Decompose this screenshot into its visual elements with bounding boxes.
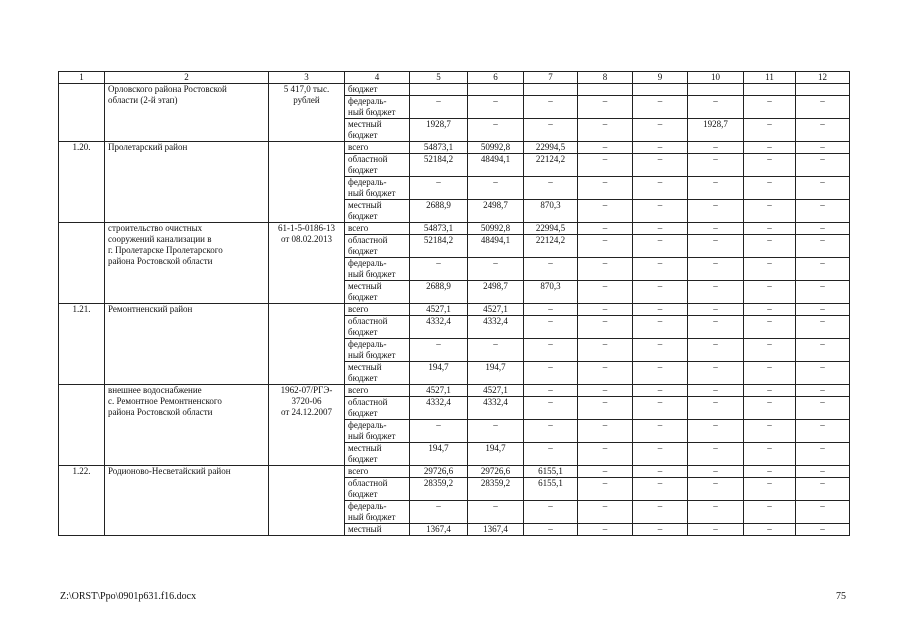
header-cell: 7 — [524, 72, 578, 84]
value-cell: – — [688, 96, 744, 119]
value-cell: 54873,1 — [410, 223, 468, 235]
value-cell: – — [744, 96, 796, 119]
value-cell: 48494,1 — [468, 235, 524, 258]
value-cell: – — [796, 397, 850, 420]
value-cell: – — [578, 304, 633, 316]
footer-file-path: Z:\ORST\Ppo\0901p631.f16.docx — [60, 591, 197, 602]
value-cell: – — [796, 339, 850, 362]
value-cell: 48494,1 — [468, 154, 524, 177]
value-cell: – — [688, 154, 744, 177]
value-cell: – — [688, 304, 744, 316]
table-row — [59, 304, 850, 316]
value-cell: – — [524, 96, 578, 119]
value-cell: 870,3 — [524, 200, 578, 223]
row-number-cell: 1.22. — [59, 466, 105, 536]
budget-type-cell: федераль- ный бюджет — [345, 96, 410, 119]
value-cell: 28359,2 — [410, 478, 468, 501]
budget-type-cell: местный бюджет — [345, 362, 410, 385]
value-cell: – — [688, 397, 744, 420]
value-cell: 50992,8 — [468, 142, 524, 154]
budget-type-cell: областной бюджет — [345, 478, 410, 501]
budget-type-cell: всего — [345, 385, 410, 397]
value-cell: – — [688, 223, 744, 235]
value-cell: – — [633, 478, 688, 501]
value-cell: – — [744, 154, 796, 177]
value-cell: – — [688, 420, 744, 443]
value-cell: – — [796, 96, 850, 119]
value-cell: – — [744, 478, 796, 501]
value-cell: – — [796, 443, 850, 466]
value-cell: – — [796, 304, 850, 316]
budget-type-cell: местный — [345, 524, 410, 536]
value-cell: 4332,4 — [410, 397, 468, 420]
value-cell: 1928,7 — [688, 119, 744, 142]
header-cell: 1 — [59, 72, 105, 84]
budget-type-cell: федераль- ный бюджет — [345, 339, 410, 362]
value-cell: – — [468, 177, 524, 200]
value-cell: – — [578, 362, 633, 385]
value-cell: – — [688, 142, 744, 154]
value-cell: – — [633, 304, 688, 316]
value-cell: – — [524, 339, 578, 362]
district-name-cell: Родионово-Несветайский район — [105, 466, 269, 536]
value-cell: – — [578, 397, 633, 420]
value-cell: – — [796, 200, 850, 223]
value-cell: – — [744, 466, 796, 478]
value-cell: 4332,4 — [468, 316, 524, 339]
value-cell: – — [688, 281, 744, 304]
value-cell: – — [468, 501, 524, 524]
value-cell: – — [744, 177, 796, 200]
value-cell: – — [796, 223, 850, 235]
value-cell: – — [578, 478, 633, 501]
value-cell: – — [796, 119, 850, 142]
value-cell: – — [744, 316, 796, 339]
budget-type-cell: областной бюджет — [345, 154, 410, 177]
value-cell: – — [633, 420, 688, 443]
value-cell: – — [524, 501, 578, 524]
value-cell: – — [744, 385, 796, 397]
value-cell: – — [410, 339, 468, 362]
value-cell: – — [796, 362, 850, 385]
header-cell: 4 — [345, 72, 410, 84]
value-cell: – — [744, 397, 796, 420]
budget-type-cell: местный бюджет — [345, 119, 410, 142]
value-cell: – — [744, 235, 796, 258]
value-cell: – — [578, 119, 633, 142]
value-cell: – — [744, 142, 796, 154]
value-cell: – — [633, 281, 688, 304]
budget-type-cell: всего — [345, 466, 410, 478]
budget-type-cell: местный бюджет — [345, 200, 410, 223]
value-cell: – — [468, 339, 524, 362]
row-number-cell — [59, 223, 105, 304]
value-cell: 1367,4 — [410, 524, 468, 536]
project-code-cell: 5 417,0 тыс. рублей — [269, 84, 345, 142]
row-number-cell — [59, 84, 105, 142]
value-cell — [410, 84, 468, 96]
value-cell: – — [796, 420, 850, 443]
value-cell: – — [796, 316, 850, 339]
budget-type-cell: федераль- ный бюджет — [345, 501, 410, 524]
value-cell: 52184,2 — [410, 235, 468, 258]
value-cell: 50992,8 — [468, 223, 524, 235]
value-cell: – — [796, 501, 850, 524]
value-cell: – — [796, 154, 850, 177]
value-cell: – — [796, 177, 850, 200]
value-cell: – — [688, 385, 744, 397]
value-cell: – — [633, 154, 688, 177]
value-cell: – — [744, 304, 796, 316]
value-cell: – — [578, 258, 633, 281]
header-cell: 10 — [688, 72, 744, 84]
budget-type-cell: областной бюджет — [345, 316, 410, 339]
value-cell — [796, 84, 850, 96]
table-row — [59, 223, 850, 235]
row-number-cell — [59, 385, 105, 466]
value-cell: 194,7 — [410, 443, 468, 466]
value-cell: – — [468, 420, 524, 443]
value-cell: – — [633, 466, 688, 478]
header-cell: 3 — [269, 72, 345, 84]
value-cell: – — [796, 466, 850, 478]
budget-type-cell: всего — [345, 304, 410, 316]
data-table — [58, 71, 850, 536]
value-cell: – — [578, 420, 633, 443]
value-cell: – — [578, 223, 633, 235]
value-cell: – — [744, 200, 796, 223]
value-cell: – — [796, 235, 850, 258]
value-cell: 4332,4 — [468, 397, 524, 420]
value-cell: – — [524, 177, 578, 200]
value-cell: 22124,2 — [524, 235, 578, 258]
value-cell: – — [524, 397, 578, 420]
budget-type-cell: федераль- ный бюджет — [345, 420, 410, 443]
value-cell: – — [468, 119, 524, 142]
header-cell: 6 — [468, 72, 524, 84]
header-cell: 8 — [578, 72, 633, 84]
value-cell: 22994,5 — [524, 223, 578, 235]
value-cell: – — [524, 119, 578, 142]
value-cell: – — [688, 362, 744, 385]
value-cell: 4527,1 — [468, 304, 524, 316]
budget-type-cell: федераль- ный бюджет — [345, 177, 410, 200]
value-cell: – — [578, 524, 633, 536]
value-cell: – — [578, 177, 633, 200]
header-cell: 9 — [633, 72, 688, 84]
value-cell: – — [468, 96, 524, 119]
value-cell: 2688,9 — [410, 281, 468, 304]
value-cell: 6155,1 — [524, 466, 578, 478]
value-cell: – — [578, 281, 633, 304]
value-cell: – — [410, 96, 468, 119]
value-cell: – — [410, 420, 468, 443]
value-cell: – — [744, 339, 796, 362]
value-cell: – — [410, 258, 468, 281]
value-cell: – — [410, 501, 468, 524]
value-cell: – — [524, 258, 578, 281]
value-cell: – — [578, 235, 633, 258]
value-cell: – — [633, 177, 688, 200]
value-cell: – — [578, 316, 633, 339]
project-name-cell: строительство очистных сооружений канализации в г. Пролетарске Пролетарского района Ростовской области — [105, 223, 269, 304]
value-cell: – — [633, 258, 688, 281]
value-cell: – — [796, 385, 850, 397]
value-cell: – — [524, 304, 578, 316]
value-cell: – — [410, 177, 468, 200]
budget-type-cell: областной бюджет — [345, 397, 410, 420]
header-cell: 2 — [105, 72, 269, 84]
value-cell: – — [578, 466, 633, 478]
value-cell: – — [688, 200, 744, 223]
value-cell: – — [633, 223, 688, 235]
value-cell: 194,7 — [468, 443, 524, 466]
value-cell: – — [578, 96, 633, 119]
value-cell: – — [633, 119, 688, 142]
row-number-cell: 1.20. — [59, 142, 105, 223]
value-cell: – — [524, 524, 578, 536]
value-cell: 29726,6 — [410, 466, 468, 478]
value-cell: – — [688, 177, 744, 200]
value-cell: 22994,5 — [524, 142, 578, 154]
value-cell: – — [633, 200, 688, 223]
value-cell: 2688,9 — [410, 200, 468, 223]
value-cell: – — [633, 142, 688, 154]
value-cell: 1928,7 — [410, 119, 468, 142]
value-cell: 4527,1 — [410, 304, 468, 316]
value-cell: – — [688, 235, 744, 258]
value-cell: – — [796, 258, 850, 281]
table-row — [59, 466, 850, 478]
value-cell: 29726,6 — [468, 466, 524, 478]
value-cell: – — [578, 443, 633, 466]
budget-type-cell: местный бюджет — [345, 281, 410, 304]
header-cell: 12 — [796, 72, 850, 84]
value-cell: – — [578, 339, 633, 362]
budget-type-cell: всего — [345, 142, 410, 154]
value-cell: 54873,1 — [410, 142, 468, 154]
value-cell — [468, 84, 524, 96]
district-name-cell: Ремонтненский район — [105, 304, 269, 385]
budget-type-cell: бюджет — [345, 84, 410, 96]
project-name-cell: Орловского района Ростовской области (2-й этап) — [105, 84, 269, 142]
project-code-cell: 1962-07/РГЭ- 3720-06 от 24.12.2007 — [269, 385, 345, 466]
project-code-cell — [269, 466, 345, 536]
value-cell: 6155,1 — [524, 478, 578, 501]
value-cell: 4332,4 — [410, 316, 468, 339]
value-cell: 52184,2 — [410, 154, 468, 177]
value-cell: – — [796, 478, 850, 501]
value-cell: – — [524, 420, 578, 443]
value-cell: – — [744, 443, 796, 466]
value-cell: – — [633, 385, 688, 397]
budget-type-cell: областной бюджет — [345, 235, 410, 258]
project-code-cell — [269, 142, 345, 223]
value-cell: – — [633, 524, 688, 536]
value-cell: 28359,2 — [468, 478, 524, 501]
value-cell: – — [524, 443, 578, 466]
value-cell: 870,3 — [524, 281, 578, 304]
value-cell: – — [744, 501, 796, 524]
value-cell: – — [744, 420, 796, 443]
value-cell: – — [796, 524, 850, 536]
value-cell — [578, 84, 633, 96]
district-name-cell: Пролетарский район — [105, 142, 269, 223]
project-code-cell: 61-1-5-0186-13 от 08.02.2013 — [269, 223, 345, 304]
value-cell: – — [633, 235, 688, 258]
header-cell: 5 — [410, 72, 468, 84]
value-cell: – — [744, 524, 796, 536]
table-row — [59, 385, 850, 397]
budget-type-cell: федераль- ный бюджет — [345, 258, 410, 281]
value-cell: – — [633, 443, 688, 466]
value-cell: – — [796, 281, 850, 304]
row-number-cell: 1.21. — [59, 304, 105, 385]
value-cell: – — [633, 397, 688, 420]
value-cell: – — [578, 385, 633, 397]
value-cell: 4527,1 — [468, 385, 524, 397]
value-cell: – — [578, 501, 633, 524]
value-cell: – — [633, 96, 688, 119]
value-cell: – — [688, 466, 744, 478]
value-cell: – — [688, 478, 744, 501]
page-number: 75 — [836, 591, 846, 602]
value-cell: 1367,4 — [468, 524, 524, 536]
value-cell: – — [578, 142, 633, 154]
header-row — [59, 72, 850, 84]
value-cell — [633, 84, 688, 96]
table-row — [59, 84, 850, 96]
value-cell: – — [744, 258, 796, 281]
value-cell: – — [524, 385, 578, 397]
budget-type-cell: всего — [345, 223, 410, 235]
project-code-cell — [269, 304, 345, 385]
header-cell: 11 — [744, 72, 796, 84]
value-cell: – — [633, 362, 688, 385]
value-cell: – — [796, 142, 850, 154]
value-cell: – — [688, 316, 744, 339]
value-cell: – — [688, 524, 744, 536]
value-cell: – — [744, 119, 796, 142]
value-cell: – — [688, 501, 744, 524]
value-cell: 194,7 — [410, 362, 468, 385]
value-cell: 2498,7 — [468, 200, 524, 223]
project-name-cell: внешнее водоснабжение с. Ремонтное Ремонтненского района Ростовской области — [105, 385, 269, 466]
value-cell: 2498,7 — [468, 281, 524, 304]
value-cell: – — [578, 154, 633, 177]
value-cell — [744, 84, 796, 96]
value-cell: – — [633, 316, 688, 339]
value-cell: – — [688, 339, 744, 362]
value-cell — [688, 84, 744, 96]
value-cell: 4527,1 — [410, 385, 468, 397]
budget-type-cell: местный бюджет — [345, 443, 410, 466]
value-cell: – — [633, 339, 688, 362]
value-cell: 22124,2 — [524, 154, 578, 177]
value-cell: – — [524, 316, 578, 339]
value-cell: 194,7 — [468, 362, 524, 385]
value-cell: – — [688, 443, 744, 466]
value-cell: – — [744, 362, 796, 385]
value-cell: – — [688, 258, 744, 281]
value-cell: – — [468, 258, 524, 281]
value-cell — [524, 84, 578, 96]
value-cell: – — [744, 223, 796, 235]
value-cell: – — [578, 200, 633, 223]
table-row — [59, 142, 850, 154]
value-cell: – — [744, 281, 796, 304]
value-cell: – — [524, 362, 578, 385]
value-cell: – — [633, 501, 688, 524]
